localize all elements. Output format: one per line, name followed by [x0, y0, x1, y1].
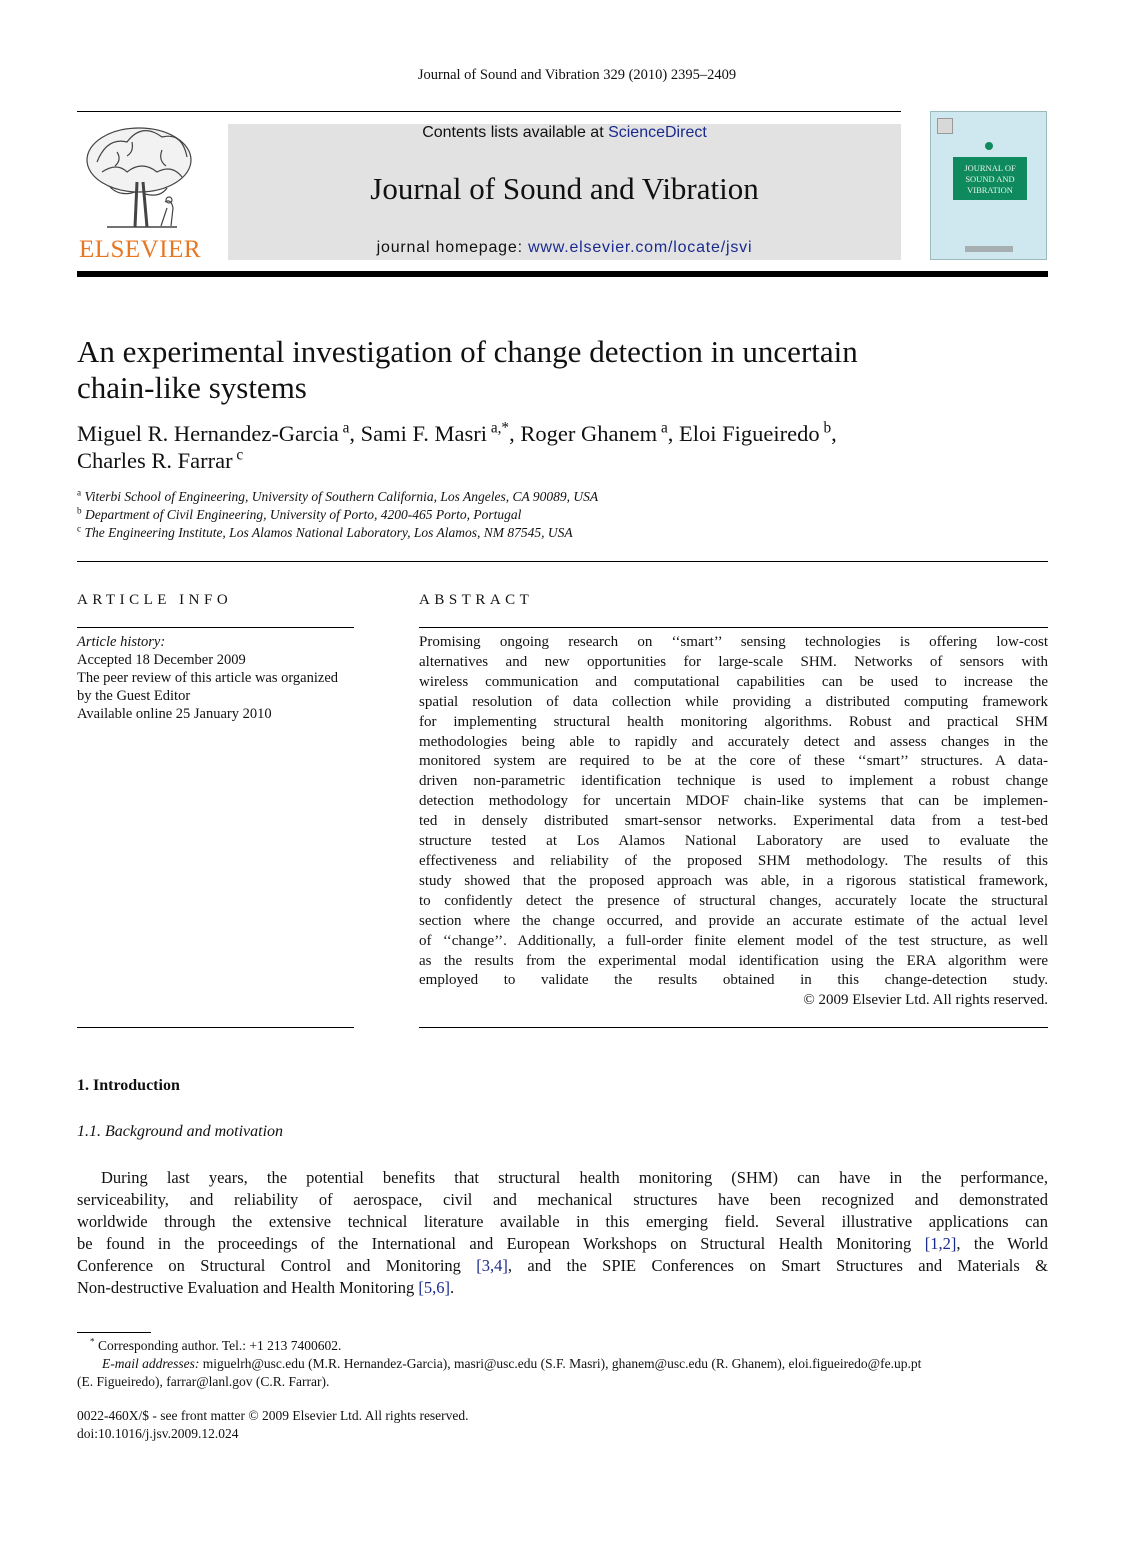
affiliation: $^a$ Viterbi School of Engineering, University of Southern California, Los Angeles, CA 90089, USA: [77, 487, 599, 504]
footnote-rule: [77, 1332, 151, 1333]
abstract-line: structure tested at Los Alamos National Laboratory are used to evaluate the: [419, 833, 1048, 850]
paragraph-line: be found in the proceedings of the International and European Workshops on Structural Health Monitoring [1,2], the World: [77, 1234, 1048, 1253]
author-line-2: Charles R. Farrar $^c$: [77, 446, 244, 473]
cover-publisher-icon: [937, 118, 953, 134]
abstract-line: wireless communication and computational capabilities can be used to increase the: [419, 673, 1048, 690]
abstract-bottom-rule: [419, 1027, 1048, 1028]
journal-homepage-link[interactable]: www.elsevier.com/locate/jsvi: [528, 239, 753, 256]
author-line-1: Miguel R. Hernandez-Garcia $^a$, Sami F. Masri $^{a,*}$, Roger Ghanem $^a$, Eloi Figueiredo $^b$,: [77, 419, 837, 446]
abstract-line: employed to validate the results obtained in this change-detection study.: [419, 972, 1048, 989]
abstract-line: of ‘‘change’’. Additionally, a full-order finite element model of the test structure, as well: [419, 932, 1048, 949]
article-history: Article history: Accepted 18 December 2009 The peer review of this article was organized by the Guest Editor Available online 25 January 2010: [77, 634, 339, 722]
affiliation-rule: [77, 561, 1048, 562]
abstract-line: spatial resolution of data collection while providing a distributed computing framework: [419, 693, 1048, 710]
author-name[interactable]: Miguel R. Hernandez-Garcia: [77, 421, 339, 446]
abstract-line: study showed that the proposed approach was able, in a rigorous statistical framework,: [419, 872, 1048, 889]
abstract-line: detection methodology for uncertain MDOF chain-like systems that can be implemen-: [419, 793, 1048, 810]
elsevier-wordmark: ELSEVIER: [78, 236, 202, 263]
corresponding-author-note: * Corresponding author. Tel.: +1 213 7400602.: [90, 1336, 342, 1353]
intro-paragraph: [77, 1167, 1048, 1299]
abstract-line: monitored system are required to be at the core of these ‘‘smart’’ structures. A data-: [419, 753, 1048, 770]
front-matter: [77, 1407, 469, 1443]
homepage-line: journal homepage: www.elsevier.com/locate/jsvi: [376, 239, 753, 256]
footnotes: * Corresponding author. Tel.: +1 213 7400602. E-mail addresses: miguelrh@usc.edu (M.R. Hernandez-Garcia), masri@usc.edu (S.F. Masri), ghanem@usc.edu (R. Ghanem), eloi.figueiredo@fe.up.pt (E. Figueiredo), farrar@lanl.gov (C.R. Farrar).: [77, 1337, 1048, 1391]
abstract-body: [419, 633, 1048, 1011]
author-name[interactable]: Charles R. Farrar: [77, 448, 233, 473]
citation-link[interactable]: [5,6]: [418, 1278, 451, 1297]
journal-cover-thumbnail[interactable]: [930, 111, 1047, 260]
paragraph-line: worldwide through the extensive technical literature available in this emerging field. Several illustrative applications can: [77, 1212, 1048, 1231]
abstract-line: ted in densely distributed smart-sensor networks. Experimental data from a test-bed: [419, 813, 1048, 830]
article-info-bottom-rule: [77, 1027, 354, 1028]
journal-citation: Journal of Sound and Vibration 329 (2010) 2395–2409: [417, 67, 737, 83]
subsection-heading: 1.1. Background and motivation: [77, 1123, 284, 1140]
affiliation: $^b$ Department of Civil Engineering, University of Porto, 4200-465 Porto, Portugal: [77, 505, 522, 522]
affiliation: $^c$ The Engineering Institute, Los Alamos National Laboratory, Los Alamos, NM 87545, USA: [77, 523, 573, 540]
contents-line: Contents lists available at ScienceDirect: [422, 124, 707, 141]
cover-emblem-icon: [985, 142, 993, 150]
author-name[interactable]: Roger Ghanem: [520, 421, 658, 446]
header-thick-rule: [77, 271, 1048, 277]
abstract-copyright: © 2009 Elsevier Ltd. All rights reserved.: [803, 992, 1048, 1009]
abstract-line: to confidently detect the presence of structural changes, accurately locate the structural: [419, 892, 1048, 909]
doi-link[interactable]: doi:10.1016/j.jsv.2009.12.024: [77, 1426, 239, 1441]
citation-link[interactable]: [1,2]: [924, 1234, 957, 1253]
abstract-line: driven non-parametric identification technique is used to implement a robust change: [419, 773, 1048, 790]
citation-link[interactable]: [3,4]: [476, 1256, 508, 1275]
email-addresses: E-mail addresses: miguelrh@usc.edu (M.R. Hernandez-Garcia), masri@usc.edu (S.F. Masri), ghanem@usc.edu (R. Ghanem), eloi.figueiredo@fe.up.pt: [102, 1356, 922, 1371]
author-list: [77, 420, 977, 474]
abstract-heading: ABSTRACT: [419, 592, 534, 608]
paragraph-line: Non-destructive Evaluation and Health Monitoring [5,6].: [77, 1278, 455, 1297]
author-name[interactable]: Eloi Figueiredo: [679, 421, 820, 446]
cover-title-block: JOURNAL OF SOUND AND VIBRATION: [953, 157, 1027, 200]
paragraph-line: Conference on Structural Control and Monitoring [3,4], and the SPIE Conferences on Smart Structures and Materials &: [77, 1256, 1048, 1275]
article-title: An experimental investigation of change detection in uncertain chain-like systems: [77, 334, 858, 405]
abstract-line: effectiveness and reliability of the proposed SHM methodology. The results of this: [419, 852, 1048, 869]
abstract-line: Promising ongoing research on ‘‘smart’’ sensing technologies is offering low-cost: [419, 634, 1048, 650]
paragraph-line: During last years, the potential benefits that structural health monitoring (SHM) can have in the performance,: [101, 1168, 1048, 1187]
author-name[interactable]: Sami F. Masri: [360, 421, 487, 446]
journal-banner: [228, 124, 901, 260]
journal-title: Journal of Sound and Vibration: [370, 171, 759, 206]
header-top-rule: [77, 111, 901, 112]
elsevier-logo: [77, 122, 203, 264]
abstract-rule: [419, 627, 1048, 628]
issn-line: 0022-460X/$ - see front matter © 2009 Elsevier Ltd. All rights reserved.: [77, 1408, 469, 1423]
abstract-line: for implementing structural health monitoring algorithms. Robust and practical SHM: [419, 713, 1048, 730]
elsevier-tree-icon: [77, 122, 203, 234]
article-info-rule: [77, 627, 354, 628]
paragraph-line: serviceability, and reliability of aerospace, civil and mechanical structures have been recognized and demonstrated: [77, 1190, 1048, 1209]
sciencedirect-link[interactable]: ScienceDirect: [608, 124, 707, 141]
article-info-heading: ARTICLE INFO: [77, 592, 233, 608]
abstract-line: methodologies being able to rapidly and accurately detect and assess changes in the: [419, 733, 1048, 750]
abstract-line: alternatives and new opportunities for large-scale SHM. Networks of sensors with: [419, 653, 1048, 670]
section-heading: 1. Introduction: [77, 1077, 180, 1094]
abstract-line: as the results from the experimental modal identification using the ERA algorithm were: [419, 952, 1048, 969]
abstract-line: section where the change occurred, and provide an accurate estimate of the actual level: [419, 912, 1048, 929]
affiliation-list: [77, 488, 598, 542]
cover-footer-logo: [965, 246, 1013, 252]
